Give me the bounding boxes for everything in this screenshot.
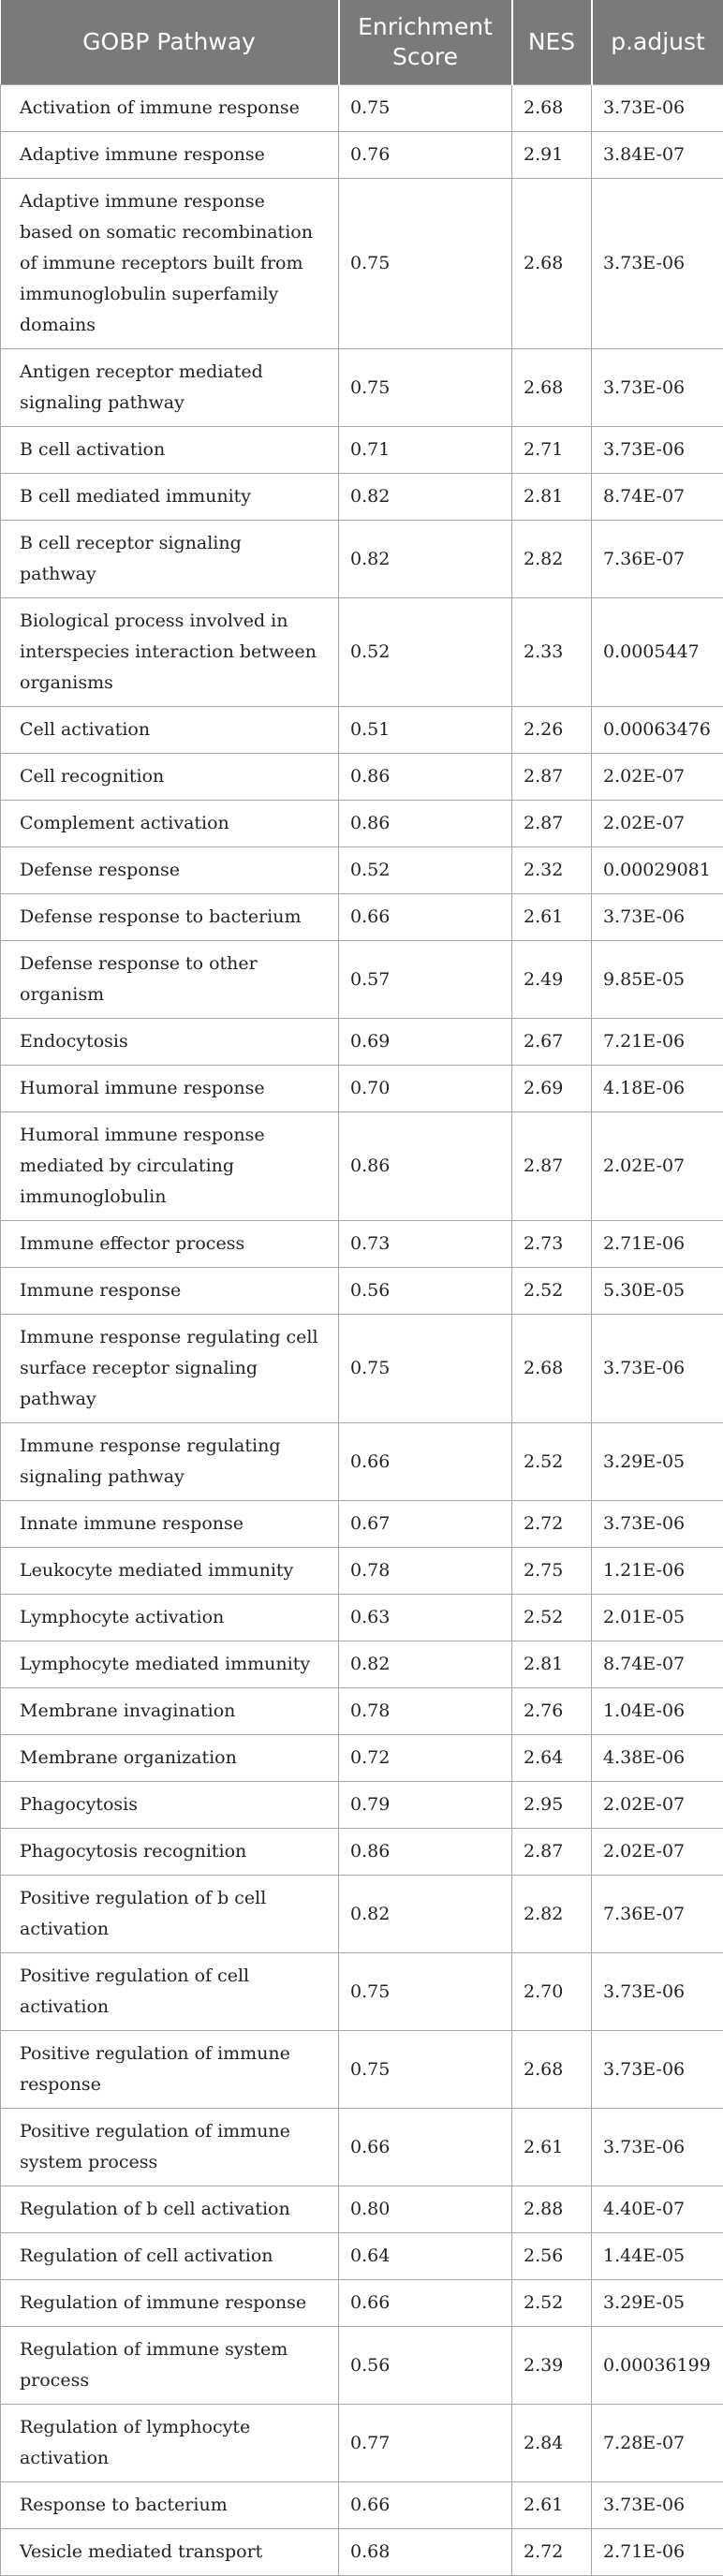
cell-enrichment-score: 0.52 xyxy=(339,847,512,894)
cell-gobp-pathway: Lymphocyte mediated immunity xyxy=(1,1641,339,1688)
cell-enrichment-score: 0.76 xyxy=(339,132,512,179)
cell-enrichment-score: 0.66 xyxy=(339,894,512,941)
cell-p-adjust: 3.73E-06 xyxy=(592,427,723,474)
cell-enrichment-score: 0.57 xyxy=(339,941,512,1019)
cell-p-adjust: 3.84E-07 xyxy=(592,132,723,179)
cell-p-adjust: 3.73E-06 xyxy=(592,1315,723,1423)
table-row xyxy=(1,1641,723,1688)
cell-gobp-pathway: Regulation of cell activation xyxy=(1,2233,339,2280)
cell-nes: 2.32 xyxy=(512,847,592,894)
table-row xyxy=(1,179,723,349)
cell-enrichment-score: 0.72 xyxy=(339,1735,512,1782)
cell-enrichment-score: 0.82 xyxy=(339,474,512,521)
cell-gobp-pathway: Membrane organization xyxy=(1,1735,339,1782)
cell-enrichment-score: 0.64 xyxy=(339,2233,512,2280)
cell-nes: 2.95 xyxy=(512,1782,592,1829)
cell-nes: 2.73 xyxy=(512,1221,592,1268)
cell-gobp-pathway: Phagocytosis xyxy=(1,1782,339,1829)
table-row xyxy=(1,2186,723,2233)
cell-gobp-pathway: Positive regulation of cell activation xyxy=(1,1953,339,2031)
cell-enrichment-score: 0.66 xyxy=(339,2109,512,2186)
cell-p-adjust: 3.73E-06 xyxy=(592,179,723,349)
cell-p-adjust: 8.74E-07 xyxy=(592,474,723,521)
table-row xyxy=(1,521,723,598)
table-row xyxy=(1,1066,723,1112)
cell-nes: 2.87 xyxy=(512,754,592,801)
cell-gobp-pathway: Vesicle mediated transport xyxy=(1,2529,339,2576)
cell-p-adjust: 4.38E-06 xyxy=(592,1735,723,1782)
cell-gobp-pathway: Regulation of lymphocyte activation xyxy=(1,2405,339,2482)
table-row xyxy=(1,1315,723,1423)
cell-gobp-pathway: Adaptive immune response based on somatic recombination of immune receptors built from immunoglobulin superfamily domains xyxy=(1,179,339,349)
table-row xyxy=(1,2109,723,2186)
cell-p-adjust: 2.02E-07 xyxy=(592,801,723,847)
cell-nes: 2.52 xyxy=(512,1423,592,1501)
table-row xyxy=(1,941,723,1019)
cell-enrichment-score: 0.56 xyxy=(339,1268,512,1315)
cell-nes: 2.64 xyxy=(512,1735,592,1782)
cell-p-adjust: 2.71E-06 xyxy=(592,1221,723,1268)
cell-enrichment-score: 0.75 xyxy=(339,2031,512,2109)
cell-gobp-pathway: Antigen receptor mediated signaling pathway xyxy=(1,349,339,427)
cell-nes: 2.91 xyxy=(512,132,592,179)
cell-enrichment-score: 0.66 xyxy=(339,2482,512,2529)
cell-nes: 2.68 xyxy=(512,349,592,427)
cell-gobp-pathway: Cell recognition xyxy=(1,754,339,801)
header-p-adjust: p.adjust xyxy=(592,0,723,85)
header-gobp-pathway: GOBP Pathway xyxy=(1,0,339,85)
cell-enrichment-score: 0.80 xyxy=(339,2186,512,2233)
table-row xyxy=(1,754,723,801)
cell-gobp-pathway: B cell receptor signaling pathway xyxy=(1,521,339,598)
table-row xyxy=(1,1501,723,1548)
cell-nes: 2.56 xyxy=(512,2233,592,2280)
cell-p-adjust: 3.73E-06 xyxy=(592,2109,723,2186)
table-row xyxy=(1,894,723,941)
cell-gobp-pathway: Defense response xyxy=(1,847,339,894)
cell-nes: 2.69 xyxy=(512,1066,592,1112)
cell-gobp-pathway: Positive regulation of immune response xyxy=(1,2031,339,2109)
cell-enrichment-score: 0.56 xyxy=(339,2327,512,2405)
cell-p-adjust: 7.36E-07 xyxy=(592,1876,723,1953)
cell-p-adjust: 7.36E-07 xyxy=(592,521,723,598)
cell-nes: 2.82 xyxy=(512,1876,592,1953)
cell-p-adjust: 3.73E-06 xyxy=(592,1953,723,2031)
cell-p-adjust: 1.21E-06 xyxy=(592,1548,723,1595)
table-row xyxy=(1,1735,723,1782)
cell-enrichment-score: 0.82 xyxy=(339,1641,512,1688)
cell-nes: 2.76 xyxy=(512,1688,592,1735)
cell-nes: 2.87 xyxy=(512,1112,592,1221)
table-header xyxy=(1,0,723,85)
table-row xyxy=(1,1688,723,1735)
cell-p-adjust: 3.29E-05 xyxy=(592,2280,723,2327)
cell-nes: 2.68 xyxy=(512,1315,592,1423)
cell-p-adjust: 2.02E-07 xyxy=(592,1112,723,1221)
table-row xyxy=(1,847,723,894)
table-row xyxy=(1,1268,723,1315)
cell-p-adjust: 1.04E-06 xyxy=(592,1688,723,1735)
cell-gobp-pathway: Positive regulation of b cell activation xyxy=(1,1876,339,1953)
cell-gobp-pathway: Defense response to other organism xyxy=(1,941,339,1019)
cell-nes: 2.52 xyxy=(512,1595,592,1641)
cell-p-adjust: 8.74E-07 xyxy=(592,1641,723,1688)
cell-p-adjust: 3.73E-06 xyxy=(592,2482,723,2529)
cell-p-adjust: 1.44E-05 xyxy=(592,2233,723,2280)
table-row xyxy=(1,2031,723,2109)
cell-p-adjust: 0.0005447 xyxy=(592,598,723,707)
table-row xyxy=(1,707,723,754)
cell-enrichment-score: 0.52 xyxy=(339,598,512,707)
cell-p-adjust: 3.73E-06 xyxy=(592,894,723,941)
cell-gobp-pathway: Immune effector process xyxy=(1,1221,339,1268)
cell-p-adjust: 3.73E-06 xyxy=(592,2031,723,2109)
cell-gobp-pathway: Cell activation xyxy=(1,707,339,754)
cell-gobp-pathway: Biological process involved in interspecies interaction between organisms xyxy=(1,598,339,707)
cell-enrichment-score: 0.75 xyxy=(339,179,512,349)
cell-nes: 2.84 xyxy=(512,2405,592,2482)
cell-gobp-pathway: B cell activation xyxy=(1,427,339,474)
cell-nes: 2.81 xyxy=(512,474,592,521)
cell-nes: 2.52 xyxy=(512,1268,592,1315)
table-row xyxy=(1,598,723,707)
cell-p-adjust: 2.02E-07 xyxy=(592,1829,723,1876)
cell-nes: 2.87 xyxy=(512,801,592,847)
cell-enrichment-score: 0.82 xyxy=(339,521,512,598)
table-row xyxy=(1,1876,723,1953)
cell-p-adjust: 3.29E-05 xyxy=(592,1423,723,1501)
cell-gobp-pathway: Humoral immune response xyxy=(1,1066,339,1112)
cell-enrichment-score: 0.73 xyxy=(339,1221,512,1268)
cell-enrichment-score: 0.79 xyxy=(339,1782,512,1829)
cell-p-adjust: 9.85E-05 xyxy=(592,941,723,1019)
header-nes: NES xyxy=(512,0,592,85)
cell-gobp-pathway: Regulation of immune response xyxy=(1,2280,339,2327)
cell-enrichment-score: 0.69 xyxy=(339,1019,512,1066)
cell-gobp-pathway: Regulation of immune system process xyxy=(1,2327,339,2405)
cell-p-adjust: 2.71E-06 xyxy=(592,2529,723,2576)
cell-gobp-pathway: Regulation of b cell activation xyxy=(1,2186,339,2233)
cell-enrichment-score: 0.86 xyxy=(339,1112,512,1221)
cell-p-adjust: 3.73E-06 xyxy=(592,1501,723,1548)
table-row xyxy=(1,1019,723,1066)
table-row xyxy=(1,349,723,427)
cell-nes: 2.67 xyxy=(512,1019,592,1066)
cell-nes: 2.70 xyxy=(512,1953,592,2031)
cell-enrichment-score: 0.68 xyxy=(339,2529,512,2576)
cell-nes: 2.87 xyxy=(512,1829,592,1876)
cell-enrichment-score: 0.71 xyxy=(339,427,512,474)
header-row xyxy=(1,0,723,85)
cell-p-adjust: 2.02E-07 xyxy=(592,754,723,801)
cell-enrichment-score: 0.86 xyxy=(339,1829,512,1876)
cell-p-adjust: 5.30E-05 xyxy=(592,1268,723,1315)
cell-gobp-pathway: Immune response regulating signaling pathway xyxy=(1,1423,339,1501)
cell-p-adjust: 7.28E-07 xyxy=(592,2405,723,2482)
cell-gobp-pathway: Phagocytosis recognition xyxy=(1,1829,339,1876)
cell-gobp-pathway: Response to bacterium xyxy=(1,2482,339,2529)
cell-p-adjust: 2.01E-05 xyxy=(592,1595,723,1641)
table-row xyxy=(1,2327,723,2405)
cell-enrichment-score: 0.78 xyxy=(339,1688,512,1735)
table-row xyxy=(1,427,723,474)
cell-enrichment-score: 0.75 xyxy=(339,85,512,132)
cell-gobp-pathway: Endocytosis xyxy=(1,1019,339,1066)
cell-gobp-pathway: Membrane invagination xyxy=(1,1688,339,1735)
cell-nes: 2.33 xyxy=(512,598,592,707)
cell-enrichment-score: 0.75 xyxy=(339,349,512,427)
cell-enrichment-score: 0.66 xyxy=(339,2280,512,2327)
cell-p-adjust: 3.73E-06 xyxy=(592,349,723,427)
cell-nes: 2.75 xyxy=(512,1548,592,1595)
cell-nes: 2.71 xyxy=(512,427,592,474)
cell-gobp-pathway: Complement activation xyxy=(1,801,339,847)
table-row xyxy=(1,2482,723,2529)
cell-enrichment-score: 0.66 xyxy=(339,1423,512,1501)
cell-nes: 2.72 xyxy=(512,2529,592,2576)
cell-nes: 2.68 xyxy=(512,179,592,349)
cell-nes: 2.61 xyxy=(512,894,592,941)
table-row xyxy=(1,2405,723,2482)
cell-nes: 2.52 xyxy=(512,2280,592,2327)
cell-gobp-pathway: Positive regulation of immune system process xyxy=(1,2109,339,2186)
cell-gobp-pathway: Humoral immune response mediated by circulating immunoglobulin xyxy=(1,1112,339,1221)
cell-gobp-pathway: B cell mediated immunity xyxy=(1,474,339,521)
table-row xyxy=(1,1953,723,2031)
cell-nes: 2.49 xyxy=(512,941,592,1019)
table-row xyxy=(1,2280,723,2327)
cell-enrichment-score: 0.77 xyxy=(339,2405,512,2482)
cell-nes: 2.81 xyxy=(512,1641,592,1688)
cell-enrichment-score: 0.78 xyxy=(339,1548,512,1595)
cell-p-adjust: 3.73E-06 xyxy=(592,85,723,132)
cell-gobp-pathway: Activation of immune response xyxy=(1,85,339,132)
table-body xyxy=(1,85,723,2576)
cell-gobp-pathway: Adaptive immune response xyxy=(1,132,339,179)
cell-gobp-pathway: Innate immune response xyxy=(1,1501,339,1548)
cell-gobp-pathway: Defense response to bacterium xyxy=(1,894,339,941)
cell-enrichment-score: 0.70 xyxy=(339,1066,512,1112)
cell-p-adjust: 4.18E-06 xyxy=(592,1066,723,1112)
cell-nes: 2.61 xyxy=(512,2482,592,2529)
cell-nes: 2.68 xyxy=(512,2031,592,2109)
cell-enrichment-score: 0.75 xyxy=(339,1315,512,1423)
header-enrichment-score: Enrichment Score xyxy=(339,0,512,85)
cell-p-adjust: 4.40E-07 xyxy=(592,2186,723,2233)
table-row xyxy=(1,2233,723,2280)
cell-nes: 2.39 xyxy=(512,2327,592,2405)
cell-gobp-pathway: Immune response xyxy=(1,1268,339,1315)
cell-p-adjust: 0.00063476 xyxy=(592,707,723,754)
table-row xyxy=(1,1595,723,1641)
cell-nes: 2.26 xyxy=(512,707,592,754)
cell-p-adjust: 7.21E-06 xyxy=(592,1019,723,1066)
cell-nes: 2.82 xyxy=(512,521,592,598)
table-row xyxy=(1,1548,723,1595)
cell-gobp-pathway: Immune response regulating cell surface receptor signaling pathway xyxy=(1,1315,339,1423)
cell-gobp-pathway: Lymphocyte activation xyxy=(1,1595,339,1641)
cell-enrichment-score: 0.75 xyxy=(339,1953,512,2031)
cell-p-adjust: 0.00036199 xyxy=(592,2327,723,2405)
table-row xyxy=(1,1423,723,1501)
table-row xyxy=(1,132,723,179)
table-row xyxy=(1,85,723,132)
cell-enrichment-score: 0.86 xyxy=(339,754,512,801)
cell-nes: 2.88 xyxy=(512,2186,592,2233)
cell-enrichment-score: 0.82 xyxy=(339,1876,512,1953)
cell-nes: 2.61 xyxy=(512,2109,592,2186)
table-row xyxy=(1,2529,723,2576)
cell-nes: 2.68 xyxy=(512,85,592,132)
cell-enrichment-score: 0.63 xyxy=(339,1595,512,1641)
cell-enrichment-score: 0.51 xyxy=(339,707,512,754)
cell-p-adjust: 0.00029081 xyxy=(592,847,723,894)
table-row xyxy=(1,1112,723,1221)
cell-enrichment-score: 0.86 xyxy=(339,801,512,847)
cell-p-adjust: 2.02E-07 xyxy=(592,1782,723,1829)
cell-enrichment-score: 0.67 xyxy=(339,1501,512,1548)
table-row xyxy=(1,801,723,847)
cell-nes: 2.72 xyxy=(512,1501,592,1548)
table-row xyxy=(1,1829,723,1876)
table-row xyxy=(1,474,723,521)
cell-gobp-pathway: Leukocyte mediated immunity xyxy=(1,1548,339,1595)
table-row xyxy=(1,1221,723,1268)
table-row xyxy=(1,1782,723,1829)
